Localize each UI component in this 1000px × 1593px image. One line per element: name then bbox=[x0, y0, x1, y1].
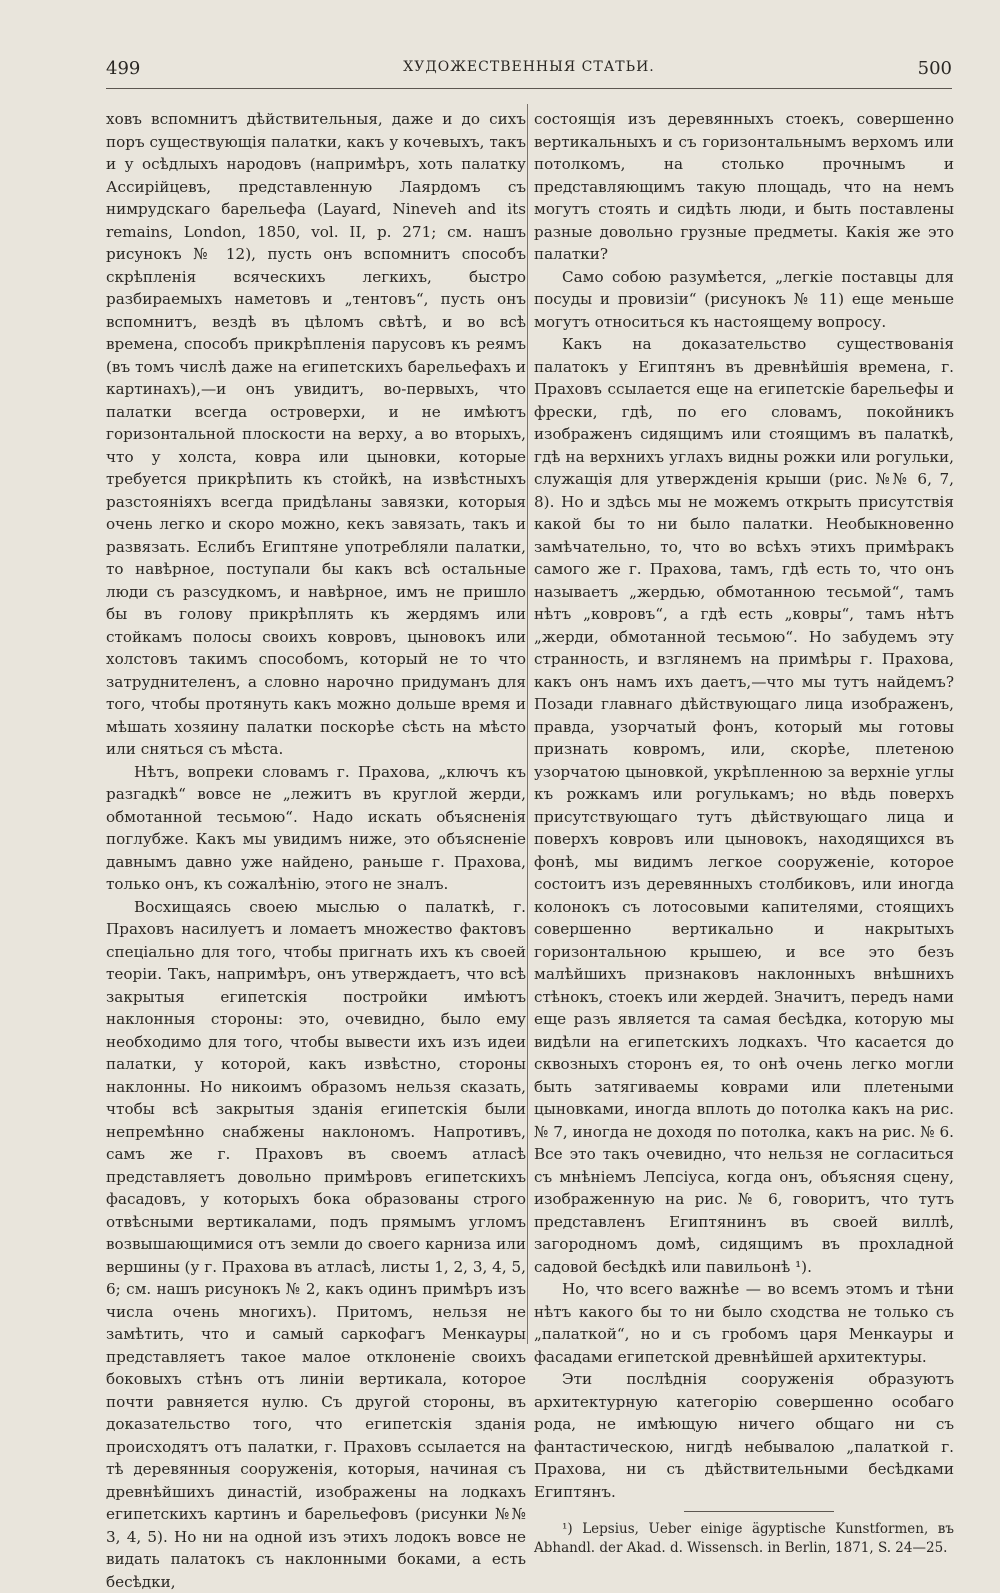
right-column bbox=[534, 108, 954, 1558]
paragraph: Восхищаясь своею мыслью о палаткѣ, г. Праховъ насилуетъ и ломаетъ множество фактовъ спеціально для того, чтобы пригнать ихъ къ своей теоріи. Такъ, напримѣръ, онъ утверждаетъ, что всѣ закрытыя египетскія постройки имѣютъ наклонныя стороны: это, очевидно, было ему необходимо для того, чтобы вывести ихъ изъ идеи палатки, у которой, какъ извѣстно, стороны наклонны. Но никоимъ образомъ нельзя сказать, чтобы всѣ закрытыя зданія египетскія были непремѣнно снабжены наклономъ. Напротивъ, самъ же г. Праховъ въ своемъ атласѣ представляетъ довольно примѣровъ египетскихъ фасадовъ, у которыхъ бока образованы строго отвѣсными вертикалами, подъ прямымъ угломъ возвышающимися отъ земли до своего карниза или вершины (у г. Прахова въ атласѣ, листы 1, 2, 3, 4, 5, 6; см. нашъ рисунокъ № 2, какъ одинъ примѣръ изъ числа очень многихъ). Притомъ, нельзя не замѣтить, что и самый саркофагъ Менкауры представляетъ такое малое отклоненіе своихъ боковыхъ стѣнъ отъ линіи вертикала, которое почти равняется нулю. Съ другой стороны, въ доказательство того, что египетскія зданія происходятъ отъ палатки, г. Праховъ ссылается на тѣ деревянныя сооруженія, которыя, начиная съ древнѣйшихъ династій, изображены на лодкахъ египетскихъ картинъ и барельефовъ (рисунки №№ 3, 4, 5). Но ни на одной изъ этихъ лодокъ вовсе не видать палатокъ съ наклонными боками, а есть бесѣдки, bbox=[106, 896, 526, 1593]
paragraph: Но, что всего важнѣе — во всемъ этомъ и тѣни нѣтъ какого бы то ни было сходства не только съ „палаткой“, но и съ гробомъ царя Менкауры и фасадами египетской древнѣйшей архитектуры. bbox=[534, 1278, 954, 1368]
running-header bbox=[106, 58, 952, 84]
paragraph: Эти послѣднія сооруженія образуютъ архитектурную категорію совершенно особаго рода, не имѣющую ничего общаго ни съ фантастическою, нигдѣ небывалою „палаткой г. Прахова, ни съ дѣйствительными бесѣдками Египтянъ. bbox=[534, 1368, 954, 1503]
footnote-rule bbox=[684, 1511, 834, 1512]
left-column bbox=[106, 108, 526, 1593]
paragraph: ховъ вспомнитъ дѣйствительныя, даже и до сихъ поръ существующія палатки, какъ у кочевыхъ, такъ и у осѣдлыхъ народовъ (напримѣръ, хоть палатку Ассирійцевъ, представленную Лаярдомъ съ нимрудскаго барельефа (Layard, Nineveh and its remains, London, 1850, vol. II, p. 271; см. нашъ рисунокъ № 12), пусть онъ вспомнитъ способъ скрѣпленія всяческихъ легкихъ, быстро разбираемыхъ наметовъ и „тентовъ“, пусть онъ вспомнитъ, вездѣ въ цѣломъ свѣтѣ, и во всѣ времена, способъ прикрѣпленія парусовъ къ реямъ (въ томъ числѣ даже на египетскихъ барельефахъ и картинахъ),—и онъ увидитъ, во-первыхъ, что палатки всегда островерхи, и не имѣютъ горизонтальной плоскости на верху, а во вторыхъ, что у холста, ковра или цыновки, которые требуется прикрѣпить къ стойкѣ, на извѣстныхъ разстояніяхъ всегда придѣланы завязки, которыя очень легко и скоро можно, кекъ завязать, такъ и развязать. Еслибъ Египтяне употребляли палатки, то навѣрное, поступали бы какъ всѣ остальные люди съ разсудкомъ, и навѣрное, имъ не пришло бы въ голову прикрѣплять къ жердямъ или стойкамъ полосы своихъ ковровъ, цыновокъ или холстовъ такимъ способомъ, который не то что затруднителенъ, а словно нарочно придуманъ для того, чтобы протянуть какъ можно дольше время и мѣшать хозяину палатки поскорѣе сѣсть на мѣсто или сняться съ мѣста. bbox=[106, 108, 526, 761]
paragraph: Нѣтъ, вопреки словамъ г. Прахова, „ключъ къ разгадкѣ“ вовсе не „лежитъ въ круглой жерди, обмотанной тесьмою“. Надо искать объясненія поглубже. Какъ мы увидимъ ниже, это объясненіе давнымъ давно уже найдено, раньше г. Прахова, только онъ, къ сожалѣнію, этого не зналъ. bbox=[106, 761, 526, 896]
footnote: ¹) Lepsius, Ueber einige ägyptische Kunstformen, въ Abhandl. der Akad. d. Wissensch. in Berlin, 1871, S. 24—25. bbox=[534, 1520, 954, 1558]
column-separator bbox=[527, 104, 528, 1344]
paragraph: Какъ на доказательство существованія палатокъ у Египтянъ въ древнѣйшія времена, г. Праховъ ссылается еще на египетскіе барельефы и фрески, гдѣ, по его словамъ, покойникъ изображенъ сидящимъ или стоящимъ въ палаткѣ, гдѣ на верхнихъ углахъ видны рожки или рогульки, служащія для утвержденія крыши (рис. №№ 6, 7, 8). Но и здѣсь мы не можемъ открыть присутствія какой бы то ни было палатки. Необыкновенно замѣчательно, то, что во всѣхъ этихъ примѣракъ самого же г. Прахова, тамъ, гдѣ есть то, что онъ называетъ „жердью, обмотанною тесьмой“, тамъ нѣтъ „ковровъ“, а гдѣ есть „ковры“, тамъ нѣтъ „жерди, обмотанной тесьмою“. Но забудемъ эту странность, и взглянемъ на примѣры г. Прахова, какъ онъ намъ ихъ даетъ,—что мы тутъ найдемъ? Позади главнаго дѣйствующаго лица изображенъ, правда, узорчатый фонъ, который мы готовы признать ковромъ, или, скорѣе, плетеною узорчатою цыновкой, укрѣпленною за верхніе углы къ рожкамъ или рогулькамъ; но вѣдь поверхъ присутствующаго тутъ дѣйствующаго лица и поверхъ ковровъ или цыновокъ, находящихся въ фонѣ, мы видимъ легкое сооруженіе, которое состоитъ изъ деревянныхъ столбиковъ, или иногда колонокъ съ лотосовыми капителями, стоящихъ совершенно вертикально и накрытыхъ горизонтальною крышею, и все это безъ малѣйшихъ признаковъ наклонныхъ внѣшнихъ стѣнокъ, стоекъ или жердей. Значитъ, передъ нами еще разъ является та самая бесѣдка, которую мы видѣли на египетскихъ лодкахъ. Что касается до сквозныхъ сторонъ ея, то онѣ очень легко могли быть затягиваемы коврами или плетеными цыновками, иногда вплоть до потолка какъ на рис. № 7, иногда не доходя по потолка, какъ на рис. № 6. Все это такъ очевидно, что нельзя не согласиться съ мнѣніемъ Лепсіуса, когда онъ, объясняя сцену, изображенную на рис. № 6, говоритъ, что тутъ представленъ Египтянинъ въ своей виллѣ, загородномъ домѣ, сидящимъ въ прохладной садовой бесѣдкѣ или павильонѣ ¹). bbox=[534, 333, 954, 1278]
page-number-left: 499 bbox=[106, 58, 140, 79]
paragraph: Само собою разумѣется, „легкіе поставцы для посуды и провизіи“ (рисунокъ № 11) еще меньше могутъ относиться къ настоящему вопросу. bbox=[534, 266, 954, 334]
running-title: ХУДОЖЕСТВЕННЫЯ СТАТЬИ. bbox=[106, 59, 952, 75]
page-number-right: 500 bbox=[918, 58, 952, 79]
header-rule bbox=[106, 88, 952, 89]
paragraph: состоящія изъ деревянныхъ стоекъ, совершенно вертикальныхъ и съ горизонтальнымъ верхомъ или потолкомъ, на столько прочнымъ и представляющимъ такую площадь, что на немъ могутъ стоять и сидѣть люди, и быть поставлены разные довольно грузные предметы. Какія же это палатки? bbox=[534, 108, 954, 266]
